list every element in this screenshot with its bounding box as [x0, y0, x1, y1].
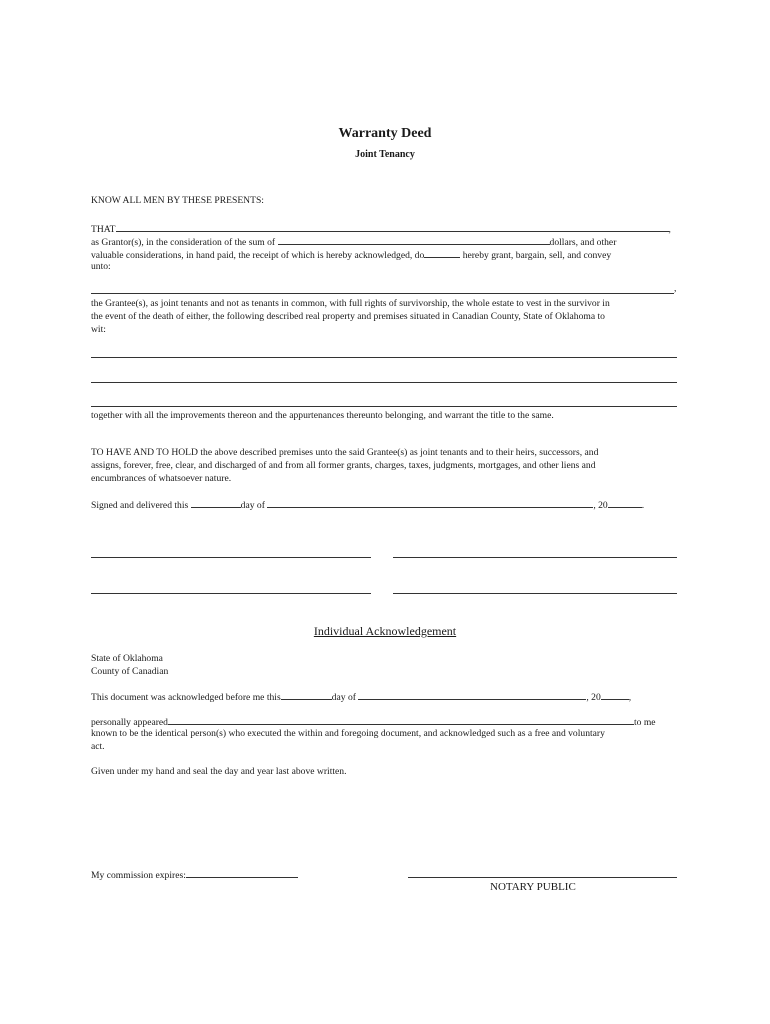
grantee-name-blank[interactable] [91, 293, 674, 294]
consideration-amount-blank[interactable] [278, 235, 550, 245]
given-under-hand: Given under my hand and seal the day and year last above written. [91, 766, 347, 777]
known-line-2: act. [91, 741, 105, 752]
document-title: Warranty Deed [338, 126, 432, 141]
warranty-deed-page: Warranty Deed Joint Tenancy KNOW ALL MEN BY THESE PRESENTS: THAT , as Grantor(s), in the consideration of the sum of dollars, and other valuable considerations, in hand paid, the receipt of which is hereby acknowledged, do hereby grant, bargain, sell, and convey unto: , the Grantee(s), as joint tenants and not as tenants in common, with full rights of survivorship, the whole estate to vest in the survivor in the event of the death of either, the following described real property and premises situated in Canadian County, State of Oklahoma to wit: together with all the improvements thereon and the appurtenances thereunto belonging, and warrant the title to the same. TO HAVE AND TO HOLD the above described premises unto the said Grantee(s) as joint tenants and to their heirs, successors, and assigns, forever, free, clear, and discharged of and from all former grants, charges, taxes, judgments, mortgages, and other liens and encumbrances of whatsoever nature. Signed and delivered this day of , 20 . Individual Acknowledgement State of Oklahoma County of Canadian This document was acknowledged before me this day of , 20 , personally appeared to me known to be the identical person(s) who executed the within and foregoing document, and acknowledged such as a free and voluntary act. Given under my hand and seal the day and year last above written. My commission expires: NOTARY PUBLIC [0, 0, 770, 1024]
legal-description-line-2[interactable] [91, 382, 677, 383]
signed-year-blank[interactable] [608, 498, 642, 508]
notary-public-label: NOTARY PUBLIC [490, 881, 576, 893]
that-line: THAT , [91, 224, 671, 235]
ack-year-blank[interactable] [601, 690, 629, 700]
document-subtitle: Joint Tenancy [355, 149, 415, 160]
ack-month-blank[interactable] [358, 690, 586, 700]
signed-day-blank[interactable] [191, 498, 241, 508]
signed-delivered-line: Signed and delivered this day of , 20 . [91, 500, 645, 511]
preamble: KNOW ALL MEN BY THESE PRESENTS: [91, 195, 264, 206]
habendum-line-1: TO HAVE AND TO HOLD the above described premises unto the said Grantee(s) as joint tenants and to their heirs, successors, and [91, 447, 599, 458]
signature-line-2[interactable] [393, 557, 677, 558]
signature-line-4[interactable] [393, 593, 677, 594]
grantee-paragraph-line-3: wit: [91, 324, 106, 335]
known-line-1: known to be the identical person(s) who executed the within and foregoing document, and acknowledged such as a free and voluntary [91, 728, 605, 739]
grantor-name-blank[interactable] [116, 222, 669, 232]
state-label: State of Oklahoma [91, 653, 163, 664]
that-label: THAT [91, 224, 116, 235]
legal-description-line-3[interactable] [91, 406, 677, 407]
notary-signature-line[interactable] [408, 877, 677, 878]
signed-month-blank[interactable] [267, 498, 593, 508]
consideration-line: valuable considerations, in hand paid, the receipt of which is hereby acknowledged, do hereby grant, bargain, sell, and convey [91, 250, 612, 261]
habendum-line-3: encumbrances of whatsoever nature. [91, 473, 232, 484]
grantee-paragraph-line-1: the Grantee(s), as joint tenants and not as tenants in common, with full rights of survivorship, the whole estate to vest in the survivor in [91, 298, 610, 309]
grantee-paragraph-line-2: the event of the death of either, the following described real property and premises situated in Canadian County, State of Oklahoma to [91, 311, 605, 322]
improvements-text: together with all the improvements thereon and the appurtenances thereunto belonging, and warrant the title to the same. [91, 410, 554, 421]
unto-label: unto: [91, 261, 111, 272]
signature-line-1[interactable] [91, 557, 371, 558]
appeared-name-blank[interactable] [168, 715, 634, 725]
acknowledgement-heading: Individual Acknowledgement [313, 624, 457, 638]
signature-line-3[interactable] [91, 593, 371, 594]
ack-day-blank[interactable] [281, 690, 332, 700]
do-does-blank[interactable] [424, 248, 460, 258]
habendum-line-2: assigns, forever, free, clear, and discharged of and from all former grants, charges, taxes, judgments, mortgages, and other liens and [91, 460, 596, 471]
grantor-consideration-line: as Grantor(s), in the consideration of the sum of dollars, and other [91, 237, 617, 248]
legal-description-line-1[interactable] [91, 357, 677, 358]
commission-expires-blank[interactable] [186, 868, 298, 878]
acknowledged-line: This document was acknowledged before me this day of , 20 , [91, 692, 632, 703]
county-label: County of Canadian [91, 666, 169, 677]
personally-appeared-line: personally appeared to me [91, 717, 656, 728]
commission-expires-line: My commission expires: [91, 868, 298, 882]
